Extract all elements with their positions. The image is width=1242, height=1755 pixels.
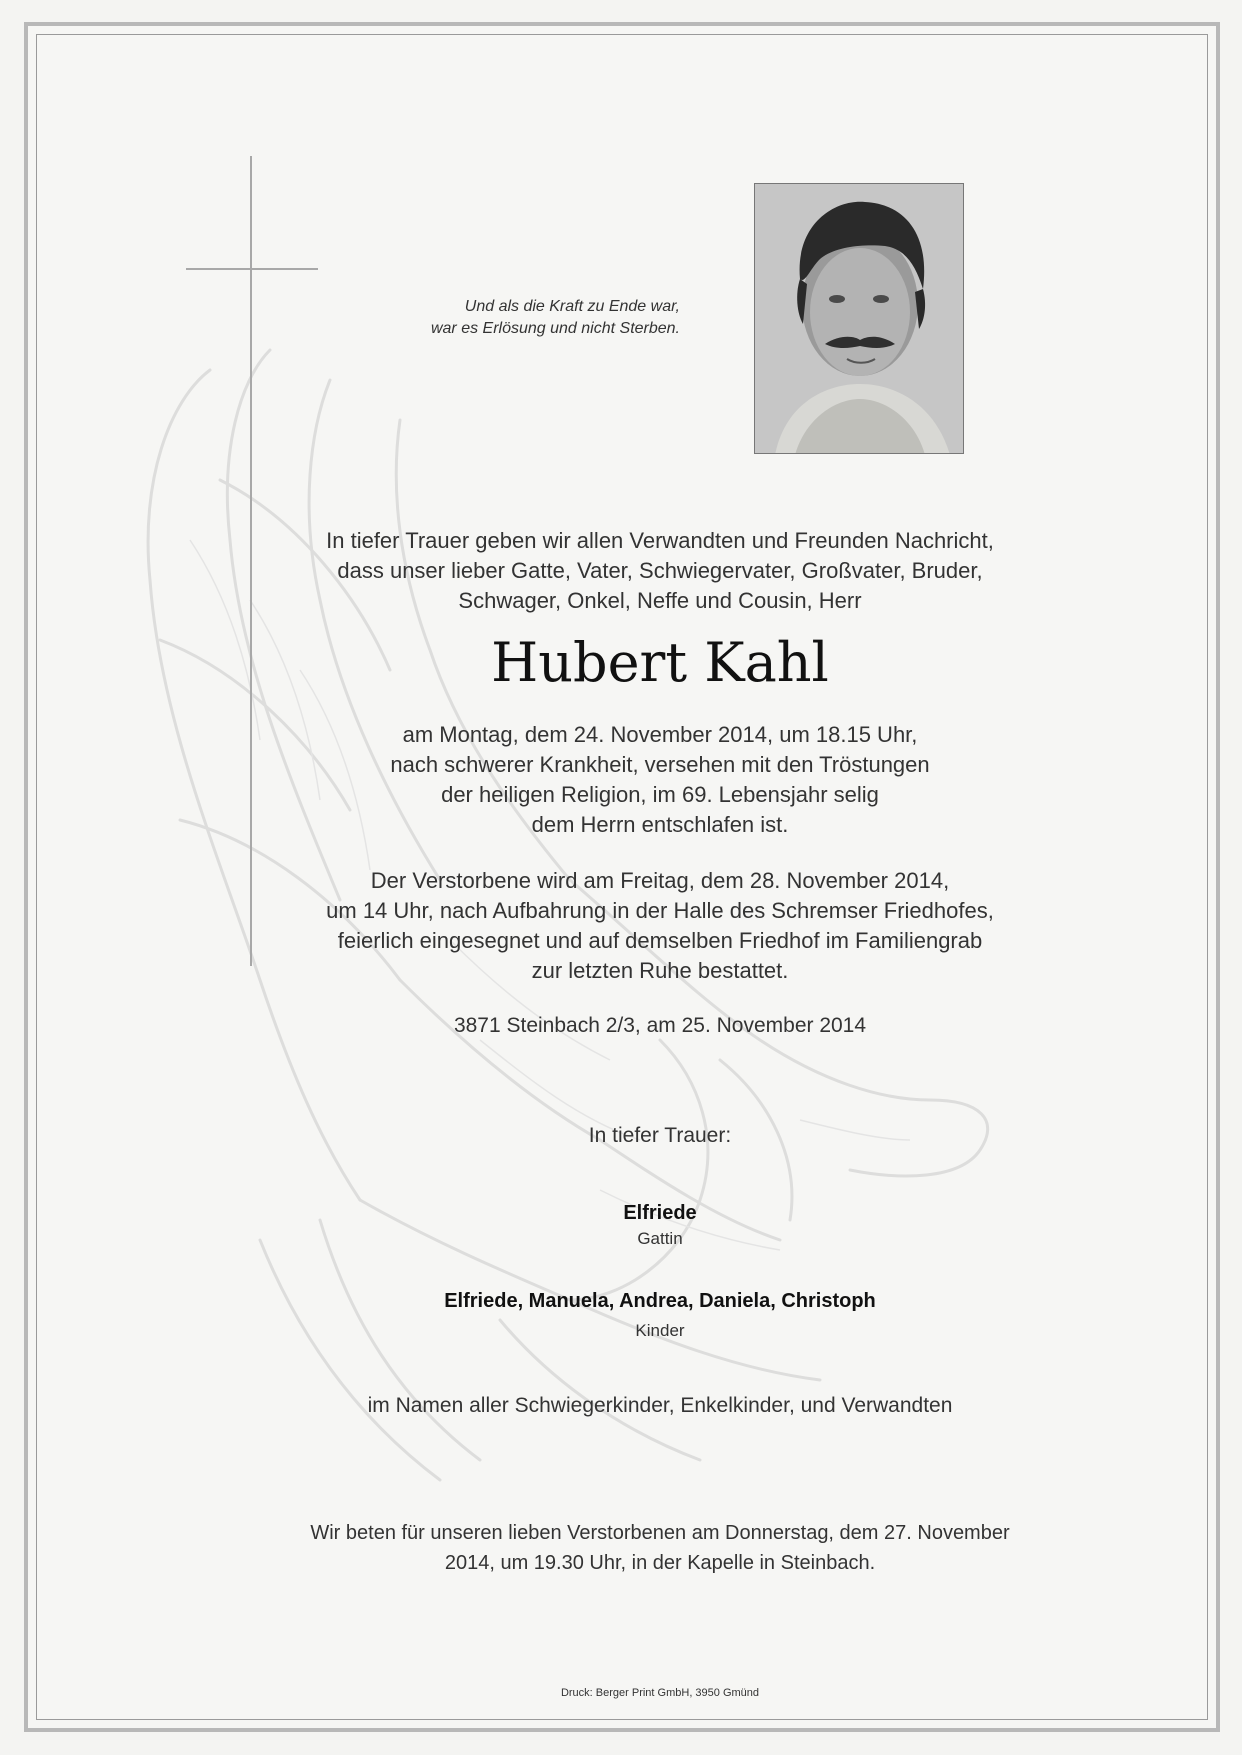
quote-line: Und als die Kraft zu Ende war, [464, 298, 680, 315]
funeral-details [260, 866, 1060, 986]
memorial-quote [380, 296, 680, 340]
place-date: 3871 Steinbach 2/3, am 25. November 2014 [453, 1014, 867, 1037]
death-notice-line: nach schwerer Krankheit, versehen mit den Tröstungen [390, 752, 930, 777]
death-notice-line: dem Herrn entschlafen ist. [531, 812, 789, 837]
funeral-line: zur letzten Ruhe bestattet. [531, 958, 789, 983]
funeral-line: Der Verstorbene wird am Freitag, dem 28. November 2014, [370, 868, 950, 893]
on-behalf-line: im Namen aller Schwiegerkinder, Enkelkinder, und Verwandten [367, 1394, 953, 1417]
relative-names: Elfriede [623, 1202, 697, 1224]
intro-text [260, 526, 1060, 616]
intro-line: In tiefer Trauer geben wir allen Verwandten und Freunden Nachricht, [326, 528, 994, 553]
prayer-line: 2014, um 19.30 Uhr, in der Kapelle in Steinbach. [444, 1552, 876, 1574]
death-notice-line: am Montag, dem 24. November 2014, um 18.15 Uhr, [402, 722, 918, 747]
prayer-line: Wir beten für unseren lieben Verstorbenen am Donnerstag, dem 27. November [310, 1522, 1010, 1544]
printer-credit: Druck: Berger Print GmbH, 3950 Gmünd [560, 1687, 760, 1699]
death-notice-line: der heiligen Religion, im 69. Lebensjahr selig [441, 782, 879, 807]
funeral-line: um 14 Uhr, nach Aufbahrung in der Halle des Schremser Friedhofes, [326, 898, 994, 923]
prayer-notice [260, 1518, 1060, 1578]
cross-vertical-bar [250, 156, 252, 966]
funeral-line: feierlich eingesegnet und auf demselben Friedhof im Familiengrab [337, 928, 983, 953]
intro-line: Schwager, Onkel, Neffe und Cousin, Herr [458, 588, 862, 613]
deceased-name: Hubert Kahl [491, 631, 829, 694]
relative-role: Kinder [635, 1321, 685, 1340]
intro-line: dass unser lieber Gatte, Vater, Schwiegervater, Großvater, Bruder, [337, 558, 983, 583]
cross-horizontal-bar [186, 268, 318, 270]
portrait-photo [754, 183, 964, 454]
relative-role: Gattin [637, 1229, 683, 1248]
death-notice [260, 720, 1060, 840]
portrait-image [755, 184, 964, 454]
mourning-heading: In tiefer Trauer: [588, 1124, 732, 1147]
relative-names: Elfriede, Manuela, Andrea, Daniela, Christoph [444, 1290, 876, 1312]
quote-line: war es Erlösung und nicht Sterben. [430, 320, 680, 337]
